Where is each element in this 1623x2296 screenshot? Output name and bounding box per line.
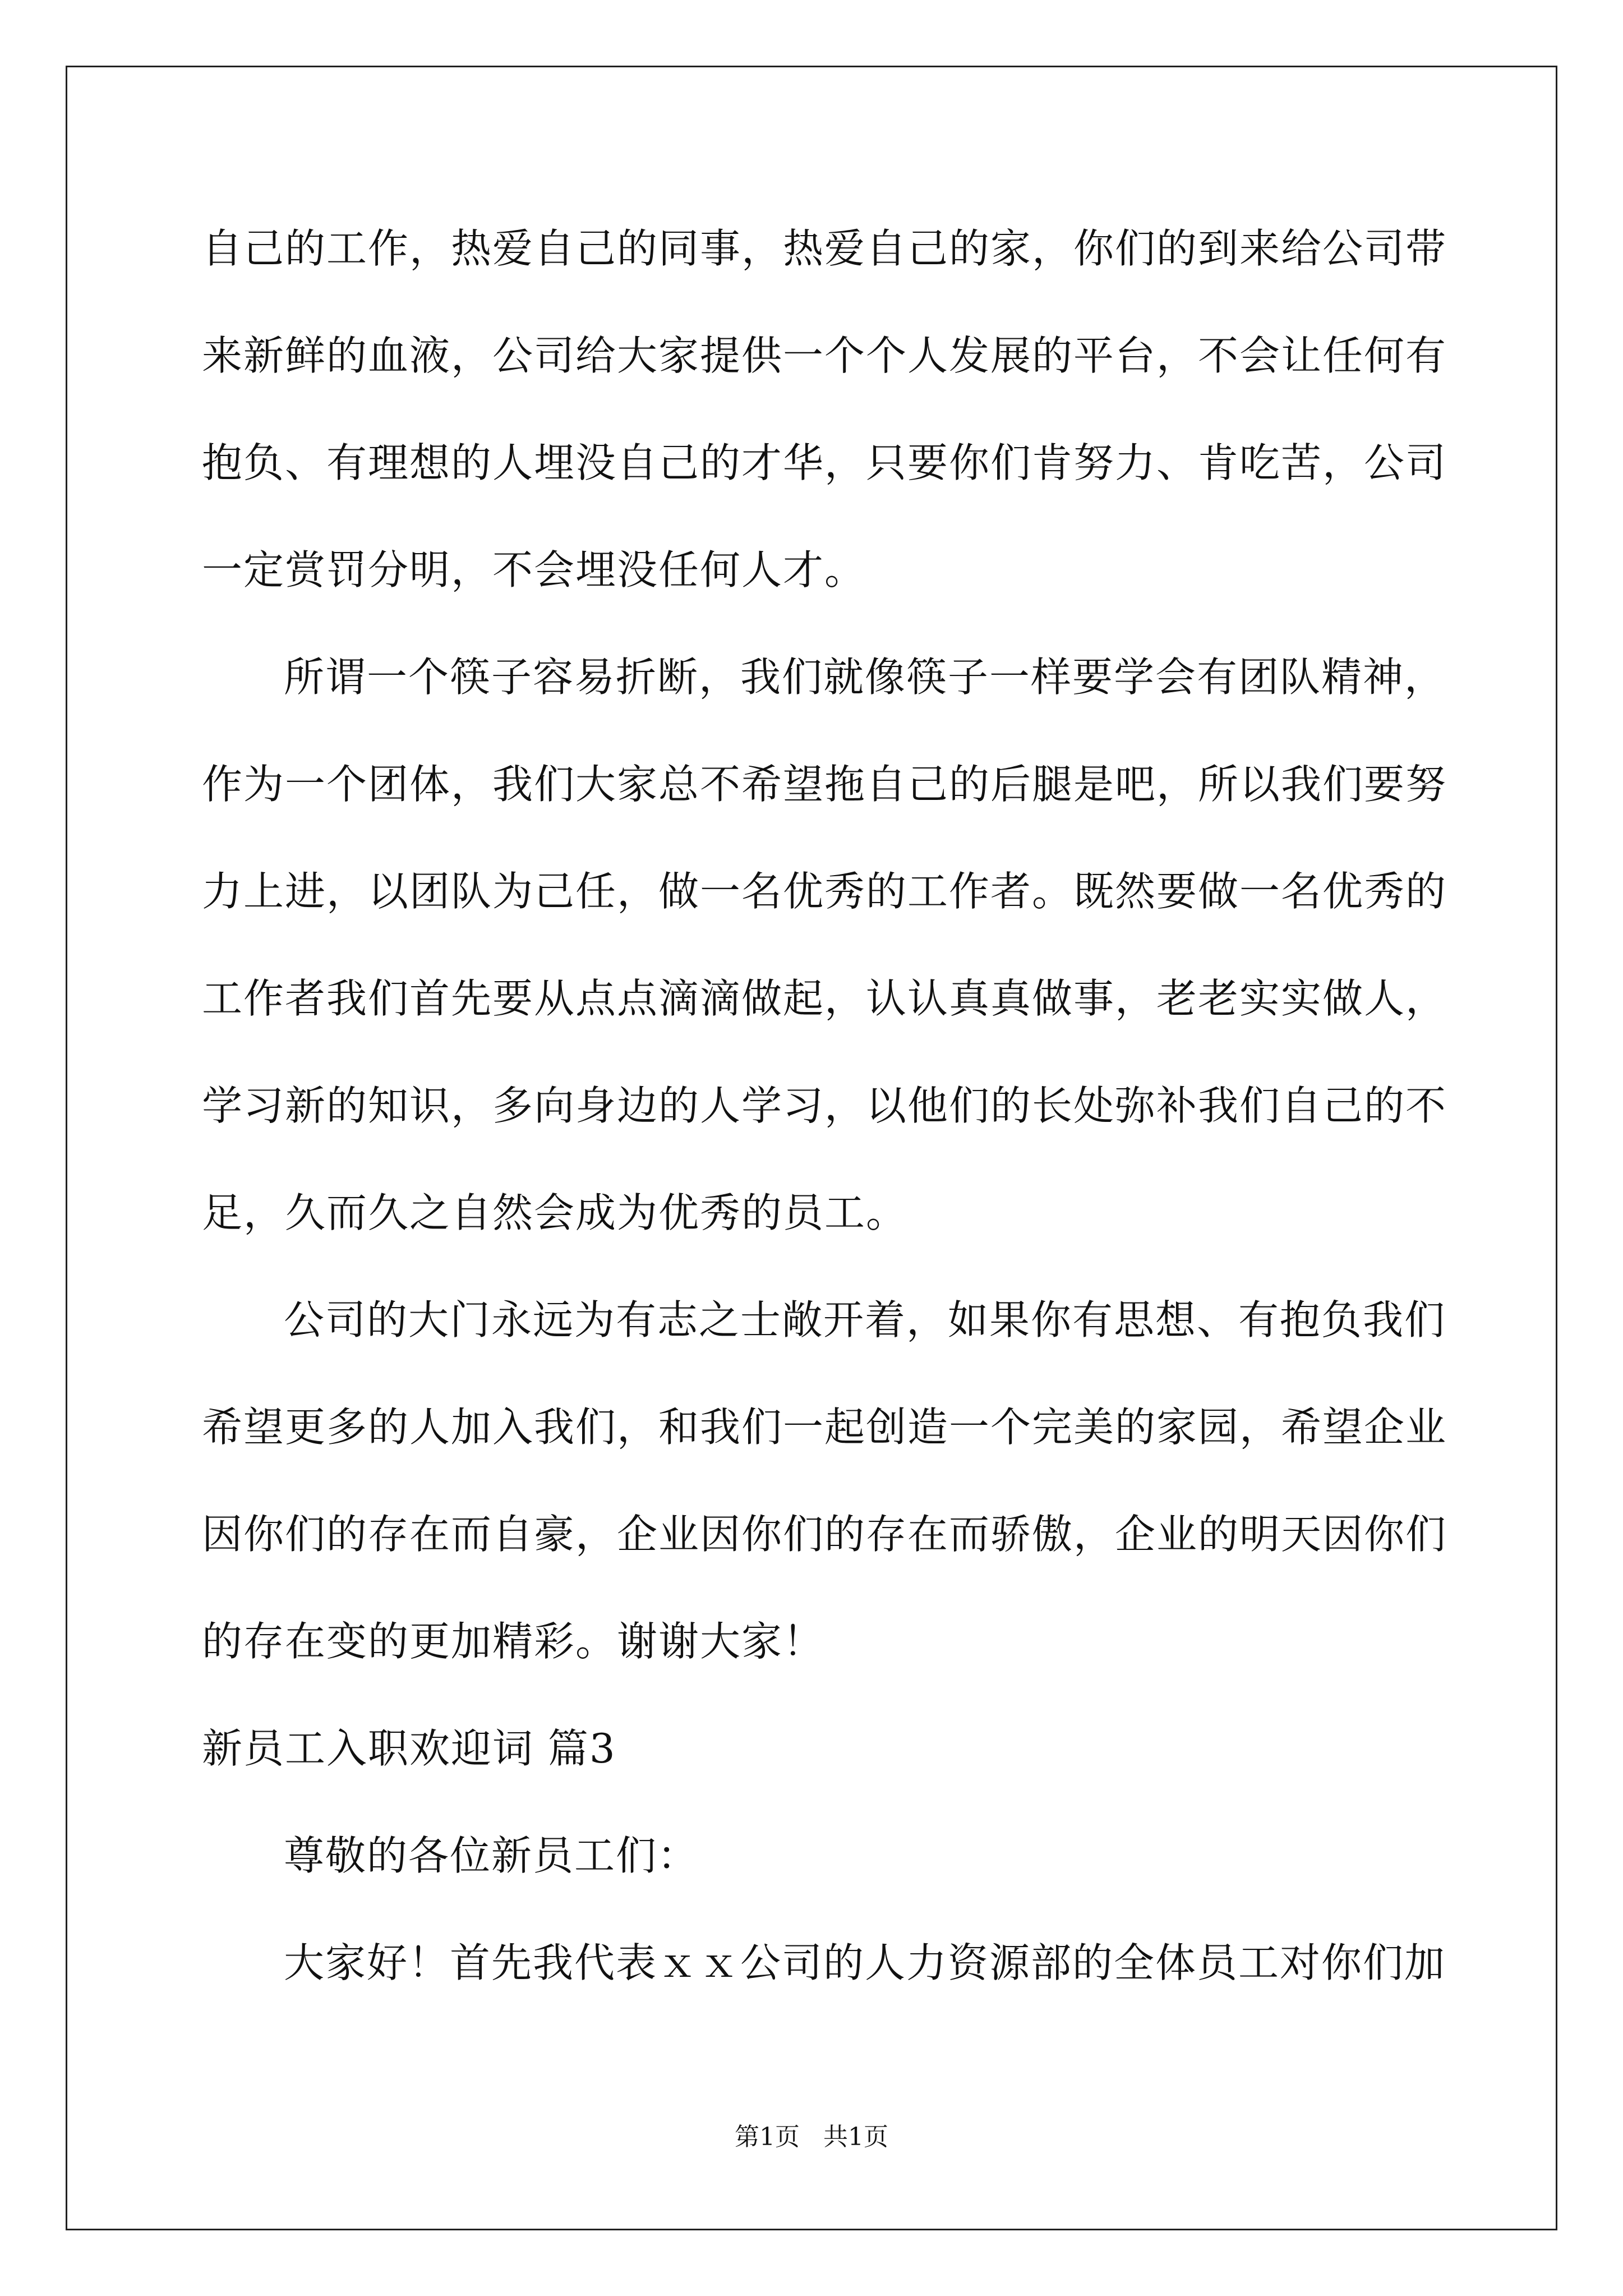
text-line-12: 希望更多的人加入我们，和我们一起创造一个完美的家园，希望企业: [202, 1404, 1447, 1451]
section-heading: 新员工入职欢迎词 篇3: [202, 1725, 616, 1772]
text-line-14: 的存在变的更加精彩。谢谢大家！: [202, 1618, 825, 1665]
text-line-3: 抱负、有理想的人埋没自己的才华，只要你们肯努力、肯吃苦，公司: [202, 439, 1447, 486]
text-line-2: 来新鲜的血液，公司给大家提供一个个人发展的平台，不会让任何有: [202, 332, 1447, 379]
text-line-5: 所谓一个筷子容易折断，我们就像筷子一样要学会有团队精神，: [284, 654, 1446, 701]
text-line-6: 作为一个团体，我们大家总不希望拖自己的后腿是吧，所以我们要努: [202, 761, 1447, 808]
text-line-4: 一定赏罚分明，不会埋没任何人才。: [202, 546, 866, 593]
salutation-line: 尊敬的各位新员工们：: [284, 1832, 699, 1879]
page-number-footer: 第1页 共1页: [735, 2123, 888, 2151]
text-line-17: 大家好！首先我代表ｘｘ公司的人力资源部的全体员工对你们加: [284, 1939, 1446, 1986]
text-line-13: 因你们的存在而自豪，企业因你们的存在而骄傲，企业的明天因你们: [202, 1511, 1447, 1558]
text-line-1: 自己的工作，热爱自己的同事，热爱自己的家，你们的到来给公司带: [202, 225, 1447, 272]
text-line-10: 足，久而久之自然会成为优秀的员工。: [202, 1189, 908, 1236]
text-line-9: 学习新的知识，多向身边的人学习，以他们的长处弥补我们自己的不: [202, 1082, 1447, 1129]
text-line-8: 工作者我们首先要从点点滴滴做起，认认真真做事，老老实实做人，: [202, 975, 1447, 1022]
document-body: [202, 218, 1447, 2039]
text-line-11: 公司的大门永远为有志之士敞开着，如果你有思想、有抱负我们: [284, 1296, 1446, 1343]
text-line-7: 力上进，以团队为己任，做一名优秀的工作者。既然要做一名优秀的: [202, 868, 1447, 915]
